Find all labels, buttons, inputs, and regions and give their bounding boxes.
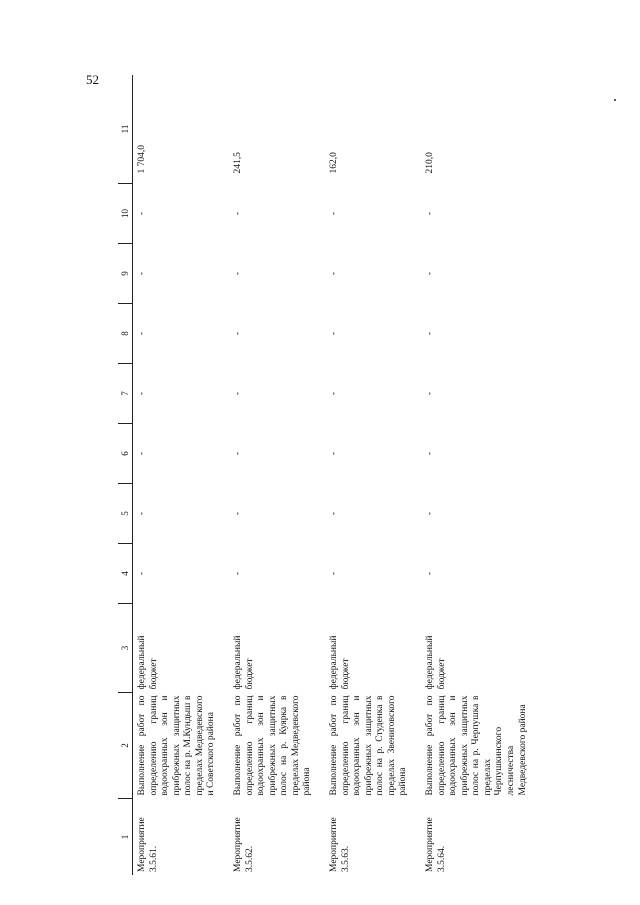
value-cell: - <box>233 511 243 516</box>
value-cell: - <box>425 331 435 336</box>
table-row <box>229 75 325 875</box>
column-header: 8 <box>118 304 133 364</box>
column-header: 2 <box>118 693 133 799</box>
measure-description: Выполнение работ по определению границ водоохранных зон и прибрежных защитных полос на р. Черпушка в пределах Черпушкинского лесничества Медведевского района <box>425 695 528 796</box>
column-header: 6 <box>118 424 133 484</box>
column-header: 11 <box>118 75 133 184</box>
funding-source: федеральный бюджет <box>329 635 351 690</box>
table-header-row <box>118 75 133 875</box>
total-cell: 162,0 <box>329 152 339 174</box>
measure-id: Мероприятие 3.5.62. <box>233 817 255 872</box>
funding-source: федеральный бюджет <box>425 635 447 690</box>
scan-speck <box>614 99 616 101</box>
value-cell: - <box>233 271 243 276</box>
value-cell: - <box>329 451 339 456</box>
measure-description: Выполнение работ по определению границ водоохранных зон и прибрежных защитных полос на р. Студенка в пределах Звениговского района <box>329 695 409 796</box>
column-header: 9 <box>118 244 133 304</box>
value-cell: - <box>233 331 243 336</box>
column-header: 4 <box>118 544 133 604</box>
value-cell: - <box>329 571 339 576</box>
value-cell: - <box>329 211 339 216</box>
budget-table <box>118 75 529 875</box>
funding-source: федеральный бюджет <box>233 635 255 690</box>
value-cell: - <box>425 451 435 456</box>
page-number: 52 <box>86 72 99 87</box>
value-cell: - <box>329 511 339 516</box>
measure-id: Мероприятие 3.5.64. <box>425 817 447 872</box>
value-cell: - <box>425 271 435 276</box>
table-row <box>325 75 421 875</box>
value-cell: - <box>425 211 435 216</box>
column-header: 7 <box>118 364 133 424</box>
value-cell: - <box>137 391 147 396</box>
rotated-table-container <box>118 85 542 875</box>
value-cell: - <box>233 451 243 456</box>
column-header: 10 <box>118 184 133 244</box>
value-cell: - <box>329 331 339 336</box>
measure-description: Выполнение работ по определению границ водоохранных зон и прибрежных защитных полос на р. М.Кундыш в пределах Медведевского и Советского района <box>137 695 217 796</box>
value-cell: - <box>329 391 339 396</box>
total-cell: 1 704,0 <box>137 145 147 174</box>
value-cell: - <box>137 271 147 276</box>
column-header: 3 <box>118 604 133 693</box>
value-cell: - <box>425 391 435 396</box>
total-cell: 241,5 <box>233 152 243 174</box>
table-row <box>133 75 230 875</box>
value-cell: - <box>137 511 147 516</box>
table-row <box>421 75 529 875</box>
measure-description: Выполнение работ по определению границ водоохранных зон и прибрежных защитных полос на р. Куярка в пределах Медведевского района <box>233 695 313 796</box>
value-cell: - <box>233 211 243 216</box>
value-cell: - <box>137 331 147 336</box>
measure-id: Мероприятие 3.5.63. <box>329 817 351 872</box>
value-cell: - <box>137 211 147 216</box>
value-cell: - <box>233 571 243 576</box>
value-cell: - <box>425 571 435 576</box>
total-cell: 210,0 <box>425 152 435 174</box>
value-cell: - <box>329 271 339 276</box>
value-cell: - <box>233 391 243 396</box>
column-header: 5 <box>118 484 133 544</box>
funding-source: федеральный бюджет <box>137 635 159 690</box>
value-cell: - <box>137 571 147 576</box>
value-cell: - <box>425 511 435 516</box>
column-header: 1 <box>118 799 133 876</box>
value-cell: - <box>137 451 147 456</box>
measure-id: Мероприятие 3.5.61. <box>137 817 159 872</box>
